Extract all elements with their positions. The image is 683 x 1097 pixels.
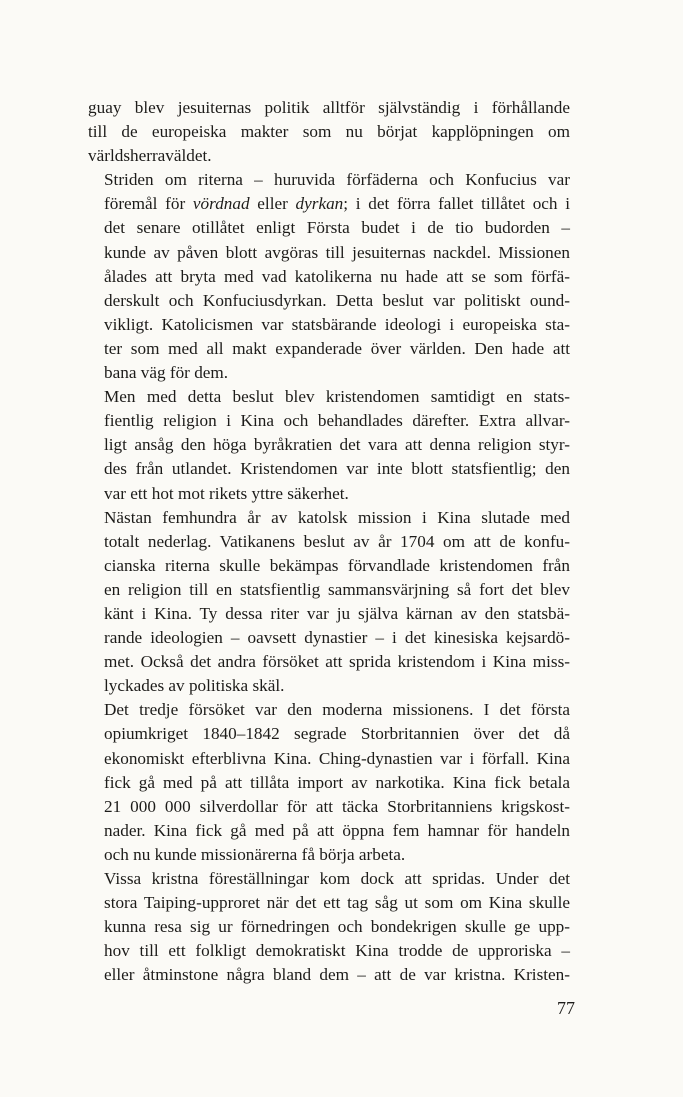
text-line: totalt nederlag. Vatikanens beslut av år 1704 om att de konfu- [104,531,570,551]
text-line: föremål för vördnad eller dyrkan; i det förra fallet tillåtet och i [104,194,571,214]
text-line: världsherraväldet. [88,146,212,166]
text-line: kunna resa sig ur förnedringen och bondekrigen skulle ge upp- [104,917,570,937]
text-line: var ett hot mot rikets yttre säkerhet. [104,483,349,503]
text-line: ligt ansåg den höga byråkratien det vara att denna religion styr- [104,435,570,455]
text-line: ekonomiskt efterblivna Kina. Ching-dynastien var i förfall. Kina [104,748,570,768]
text-line: met. Också det andra försöket att sprida kristendom i Kina miss- [104,652,570,672]
text-line: des från utlandet. Kristendomen var inte blott statsfientlig; den [104,459,570,479]
text-line: cianska riterna skulle bekämpas förvandlade kristendomen från [104,555,570,575]
text-line: ålades att bryta med vad katolikerna nu hade att se som förfä- [104,266,570,286]
text-line: Det tredje försöket var den moderna missionens. I det första [104,700,570,720]
text-line: det senare otillåtet enligt Första budet i de tio budorden – [104,218,570,238]
text-line: hov till ett folkligt demokratiskt Kina trodde de upproriska – [104,941,570,961]
text-line: fick gå med på att tillåta import av narkotika. Kina fick betala [104,772,570,792]
text-line: till de europeiska makter som nu börjat kapplöpningen om [88,122,570,142]
paragraph [88,168,570,385]
text-line: bana väg för dem. [104,363,229,383]
text-line: och nu kunde missionärerna få börja arbeta. [104,844,406,864]
paragraph [88,506,570,699]
text-line: eller åtminstone några bland dem – att de var kristna. Kristen- [104,965,570,985]
text-line: Striden om riterna – huruvida förfäderna och Konfucius var [104,170,570,190]
page-number: 77 [557,998,575,1018]
paragraph [88,698,570,867]
text-line: rande ideologien – oavsett dynastier – i det kinesiska kejsardö- [104,628,570,648]
paragraph [88,867,570,987]
text-line: ter som med all makt expanderade över världen. Den hade att [104,338,570,358]
text-line: Vissa kristna föreställningar kom dock att spridas. Under det [104,869,570,888]
text-line: 21 000 000 silverdollar för att täcka Storbritanniens krigskost- [104,796,570,816]
body-text [88,96,570,987]
text-line: nader. Kina fick gå med på att öppna fem hamnar för handeln [104,820,570,840]
text-line: Nästan femhundra år av katolsk mission i Kina slutade med [104,507,570,527]
text-line: derskult och Konfuciusdyrkan. Detta beslut var politiskt ound- [104,290,570,310]
paragraph [88,385,570,505]
text-line: kunde av påven blott avgöras till jesuiternas nackdel. Missionen [104,242,570,262]
text-line: vikligt. Katolicismen var statsbärande ideologi i europeiska sta- [104,314,570,334]
text-line: fientlig religion i Kina och behandlades därefter. Extra allvar- [104,411,570,431]
text-line: guay blev jesuiternas politik alltför självständig i förhållande [88,98,570,117]
text-line: Men med detta beslut blev kristendomen samtidigt en stats- [104,387,570,407]
text-line: lyckades av politiska skäl. [104,676,285,696]
text-line: känt i Kina. Ty dessa riter var ju själva kärnan av den statsbä- [104,603,570,623]
paragraph [88,96,570,168]
text-line: stora Taiping-upproret när det ett tag såg ut som om Kina skulle [104,893,570,913]
text-line: opiumkriget 1840–1842 segrade Storbritannien över det då [104,724,570,744]
text-line: en religion till en statsfientlig sammansvärjning så fort det blev [104,579,570,599]
